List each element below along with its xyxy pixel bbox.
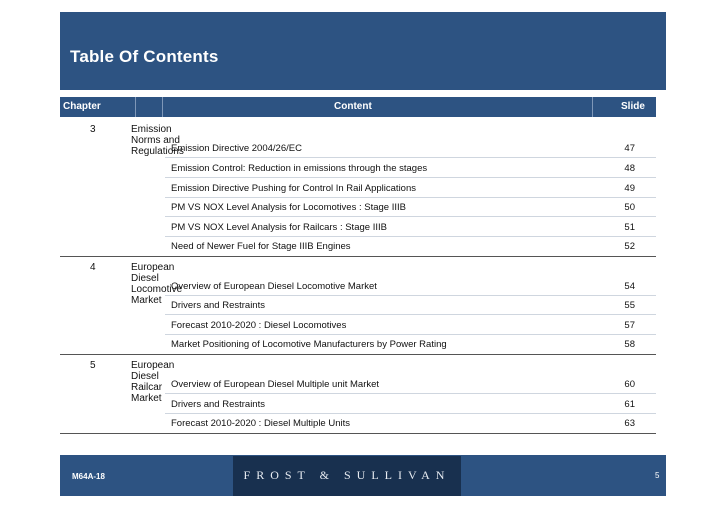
column-separator	[162, 97, 163, 117]
toc-item-text: Forecast 2010-2020 : Diesel Multiple Units	[171, 418, 351, 429]
toc-item-text: Emission Directive Pushing for Control In Rail Applications	[171, 183, 416, 194]
toc-item-slide: 48	[624, 163, 635, 174]
brand-logo	[233, 456, 461, 496]
row-divider	[165, 177, 656, 178]
toc-item-slide: 51	[624, 222, 635, 233]
chapter-divider	[60, 256, 656, 257]
chapter-number: 3	[90, 124, 96, 135]
chapter-divider	[60, 354, 656, 355]
toc-item-text: Overview of European Diesel Multiple unit Market	[171, 379, 380, 390]
toc-item-text: Emission Control: Reduction in emissions through the stages	[171, 163, 428, 174]
toc-item-slide: 49	[624, 183, 635, 194]
toc-item-slide: 60	[624, 379, 635, 390]
footer-code: M64A-18	[72, 472, 105, 481]
toc-item-text: PM VS NOX Level Analysis for Locomotives : Stage IIIB	[171, 202, 406, 213]
toc-item-slide: 63	[624, 418, 635, 429]
chapter-title: European Diesel Locomotive Market	[131, 262, 183, 306]
page-number: 5	[655, 471, 660, 480]
chapter-number: 5	[90, 360, 96, 371]
toc-item-text: Drivers and Restraints	[171, 300, 265, 311]
toc-item-slide: 47	[624, 143, 635, 154]
column-content: Content	[334, 101, 372, 112]
row-divider	[165, 334, 656, 335]
row-divider	[165, 197, 656, 198]
row-divider	[165, 236, 656, 237]
row-divider	[165, 393, 656, 394]
toc-item-text: Market Positioning of Locomotive Manufacturers by Power Rating	[171, 339, 447, 350]
table-header	[60, 97, 656, 117]
toc-item-slide: 52	[624, 241, 635, 252]
toc-item-slide: 50	[624, 202, 635, 213]
column-separator	[592, 97, 593, 117]
toc-item-slide: 61	[624, 399, 635, 410]
brand-logo-text: FROST & SULLIVAN	[243, 468, 451, 482]
toc-item-text: Drivers and Restraints	[171, 399, 265, 410]
row-divider	[165, 413, 656, 414]
row-divider	[165, 295, 656, 296]
table-bottom-divider	[60, 433, 656, 434]
row-divider	[165, 314, 656, 315]
toc-item-text: Overview of European Diesel Locomotive Market	[171, 281, 377, 292]
column-separator	[135, 97, 136, 117]
toc-item-slide: 58	[624, 339, 635, 350]
column-chapter: Chapter	[63, 101, 101, 112]
chapter-number: 4	[90, 262, 96, 273]
toc-item-text: Emission Directive 2004/26/EC	[171, 143, 302, 154]
toc-item-slide: 57	[624, 320, 635, 331]
toc-item-slide: 54	[624, 281, 635, 292]
chapter-title: Emission Norms and Regulations	[131, 124, 184, 157]
row-divider	[165, 157, 656, 158]
toc-item-slide: 55	[624, 300, 635, 311]
chapter-title: European Diesel Railcar Market	[131, 360, 175, 404]
column-slide: Slide	[621, 101, 645, 112]
page-title: Table Of Contents	[70, 47, 219, 66]
toc-item-text: PM VS NOX Level Analysis for Railcars : Stage IIIB	[171, 222, 387, 233]
toc-item-text: Need of Newer Fuel for Stage IIIB Engines	[171, 241, 351, 252]
toc-item-text: Forecast 2010-2020 : Diesel Locomotives	[171, 320, 347, 331]
row-divider	[165, 216, 656, 217]
